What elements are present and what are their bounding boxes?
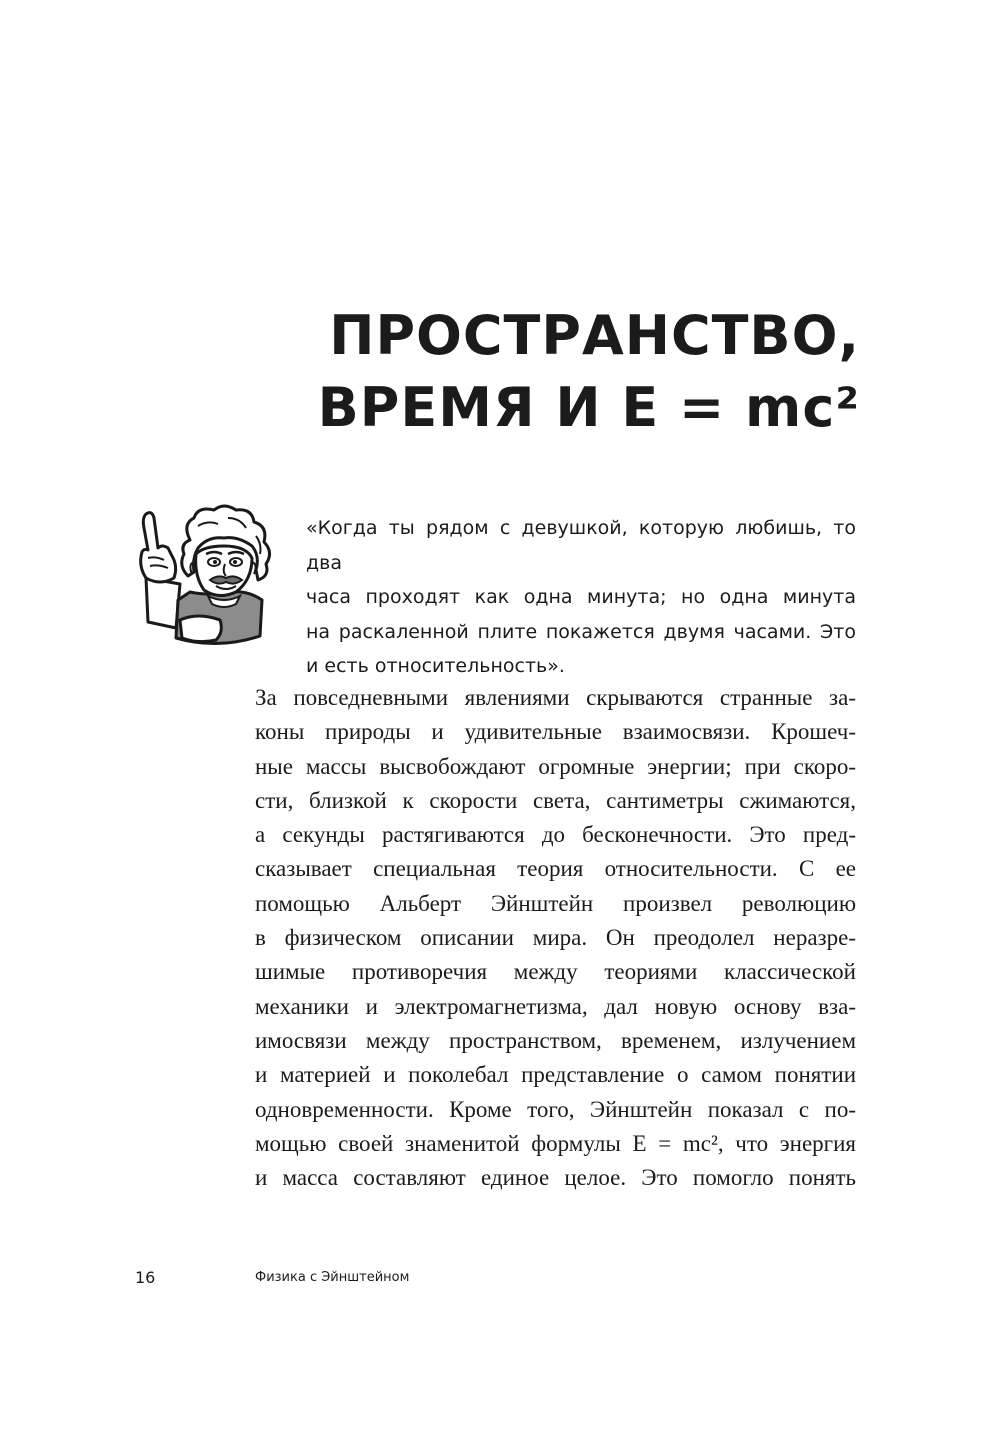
running-title: Физика с Эйнштейном	[255, 1270, 410, 1285]
einstein-pointing-icon	[128, 500, 278, 650]
body-line: механики и электромагнетизма, дал новую основу вза-	[255, 993, 856, 1019]
page-number: 16	[135, 1268, 156, 1287]
body-line: помощью Альберт Эйнштейн произвел революцию	[255, 890, 856, 916]
body-line: сти, близкой к скорости света, сантиметры сжимаются,	[255, 787, 856, 813]
body-line: коны природы и удивительные взаимосвязи. Крошеч-	[255, 719, 856, 745]
body-line: и материей и поколебал представление о самом понятии	[255, 1062, 856, 1088]
body-line: мощью своей знаменитой формулы E = mc², что энергия	[255, 1130, 856, 1156]
chapter-title	[250, 300, 860, 444]
body-line: в физическом описании мира. Он преодолел неразре-	[255, 925, 856, 951]
quote-line: «Когда ты рядом с девушкой, которую любишь, то два	[306, 517, 856, 574]
body-line: а секунды растягиваются до бесконечности. Это пред-	[255, 822, 856, 848]
body-line: За повседневными явлениями скрываются странные за-	[255, 685, 856, 710]
body-line: шимые противоречия между теориями классической	[255, 959, 856, 985]
body-line: ные массы высвобождают огромные энергии; при скоро-	[255, 753, 856, 779]
body-line: и масса составляют единое целое. Это помогло понять	[255, 1165, 856, 1191]
body-line: имосвязи между пространством, временем, излучением	[255, 1027, 856, 1053]
body-line: одновременности. Кроме того, Эйнштейн показал с по-	[255, 1096, 856, 1122]
quote-line: на раскаленной плите покажется двумя часами. Это	[306, 620, 856, 643]
chapter-title-line: ВРЕМЯ И E = mc²	[317, 376, 860, 439]
body-line: сказывает специальная теория относительности. С ее	[255, 856, 856, 882]
epigraph-quote	[306, 511, 856, 684]
quote-line: часа проходят как одна минута; но одна минута	[306, 586, 856, 608]
chapter-title-line: ПРОСТРАНСТВО,	[329, 304, 860, 367]
body-paragraph	[255, 681, 856, 1195]
quote-line: и есть относительность».	[306, 655, 565, 677]
